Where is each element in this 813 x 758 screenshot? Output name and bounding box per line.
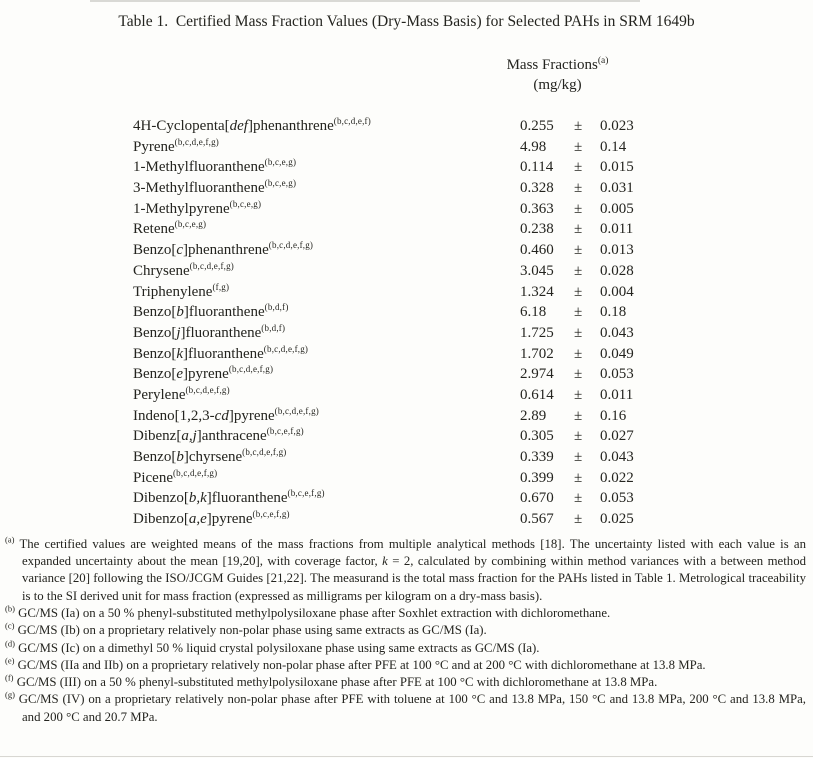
mass-fraction-value: 1.324 bbox=[520, 283, 554, 300]
mass-fraction-value: 0.670 bbox=[520, 490, 554, 507]
table-row bbox=[133, 219, 673, 240]
table-row bbox=[133, 302, 673, 323]
footnote bbox=[5, 605, 806, 622]
compound-name bbox=[133, 385, 520, 406]
mass-fraction-value: 0.567 bbox=[520, 511, 554, 528]
compound-name-part: 1-Methylfluoranthene bbox=[133, 159, 265, 176]
footnote-text: = 2, calculated by combining within method variances with a between method variance [20] following the ISO/JCGM Guides [21,22]. The measurand is the total mass fraction for the PAHs listed in Table 1. Metrological traceability is to the SI derived unit for mass fraction (expressed as milligrams per kilogram on a dry-mass basis). bbox=[22, 554, 806, 603]
compound-name bbox=[133, 178, 520, 199]
uncertainty-value: 0.14 bbox=[600, 138, 627, 155]
plus-minus-sign: ± bbox=[574, 366, 583, 383]
uncertainty-value: 0.049 bbox=[600, 345, 634, 362]
mass-fraction-value: 0.339 bbox=[520, 449, 554, 465]
footnote-text: GC/MS (Ic) on a dimethyl 50 % liquid crystal polysiloxane phase using same extracts as GC/MS (Ia). bbox=[18, 640, 540, 655]
uncertainty-value: 0.16 bbox=[600, 407, 627, 424]
plus-minus-sign: ± bbox=[574, 138, 583, 155]
compound-name-part: ]fluoranthene bbox=[183, 304, 265, 321]
compound-name-part: Retene bbox=[133, 221, 175, 238]
footnote bbox=[5, 691, 806, 726]
compound-name bbox=[133, 344, 520, 365]
plus-minus-sign: ± bbox=[574, 345, 583, 362]
uncertainty-value: 0.005 bbox=[600, 200, 634, 217]
footnote bbox=[5, 622, 806, 639]
compound-name-part: ]phenanthrene bbox=[183, 242, 269, 259]
table-row bbox=[133, 468, 673, 489]
method-footnote-refs: (b,c,e,g) bbox=[229, 198, 262, 209]
mass-fraction-value: 3.045 bbox=[520, 262, 554, 279]
plus-minus-sign: ± bbox=[574, 283, 583, 300]
compound-name-part: a,e bbox=[188, 511, 207, 528]
compound-name-part: Dibenz[ bbox=[133, 428, 182, 445]
plus-minus-sign: ± bbox=[574, 221, 583, 238]
method-footnote-refs: (b,c,d,e,f,g) bbox=[268, 240, 314, 251]
plus-minus-sign: ± bbox=[574, 118, 583, 134]
method-footnote-refs: (b,c,e,f,g) bbox=[252, 509, 290, 520]
footnote-marker: (f) bbox=[5, 672, 14, 683]
footnote-text: k bbox=[382, 554, 388, 569]
uncertainty-value: 0.013 bbox=[600, 242, 634, 259]
compound-name-part: b,k bbox=[188, 490, 207, 507]
method-footnote-refs: (b,d,f) bbox=[264, 302, 289, 313]
table-row bbox=[133, 385, 673, 406]
table-row bbox=[133, 344, 673, 365]
compound-name-part: Benzo[ bbox=[133, 324, 177, 341]
table-row bbox=[133, 178, 673, 199]
certified-values-table bbox=[133, 55, 673, 530]
footnote-text: GC/MS (Ia) on a 50 % phenyl-substituted methylpolysiloxane phase after Soxhlet extraction with dichloromethane. bbox=[18, 605, 611, 620]
compound-name-part: Benzo[ bbox=[133, 449, 177, 465]
compound-name-part: ]pyrene bbox=[228, 407, 275, 424]
compound-name-part: Dibenzo[ bbox=[133, 490, 189, 507]
plus-minus-sign: ± bbox=[574, 386, 583, 403]
mass-fractions-column-header bbox=[485, 55, 630, 95]
footnote bbox=[5, 657, 806, 674]
compound-name-part: a,j bbox=[181, 428, 197, 445]
mass-fraction-value: 0.305 bbox=[520, 428, 554, 445]
compound-name-part: ]fluoranthene bbox=[206, 490, 288, 507]
plus-minus-sign: ± bbox=[574, 469, 583, 486]
compound-name-part: ]pyrene bbox=[206, 511, 253, 528]
scan-artifact-top bbox=[90, 0, 640, 2]
compound-name-part: Picene bbox=[133, 469, 173, 486]
uncertainty-value: 0.031 bbox=[600, 180, 634, 197]
footnote-marker: (a) bbox=[5, 534, 15, 545]
compound-name-part: j bbox=[176, 324, 181, 341]
method-footnote-refs: (b,d,f) bbox=[261, 322, 286, 333]
compound-name-part: def bbox=[229, 118, 248, 134]
footnote-marker: (b) bbox=[5, 603, 15, 614]
mass-fraction-value: 0.460 bbox=[520, 242, 554, 259]
table-row bbox=[133, 240, 673, 261]
mass-fraction-value: 4.98 bbox=[520, 138, 547, 155]
column-header-label bbox=[485, 55, 630, 75]
mass-fraction-value: 0.614 bbox=[520, 386, 554, 403]
uncertainty-value: 0.053 bbox=[600, 490, 634, 507]
compound-name-part: c bbox=[176, 242, 183, 259]
plus-minus-sign: ± bbox=[574, 200, 583, 217]
table-row bbox=[133, 137, 673, 158]
compound-name-part: 3-Methylfluoranthene bbox=[133, 180, 265, 197]
column-header-text: Mass Fractions bbox=[506, 57, 598, 73]
footnote-text: The certified values are weighted means of the mass fractions from multiple analytical methods [18]. The uncertainty listed with each value is an expanded uncertainty about the mean [19,20], with coverage factor, bbox=[19, 536, 807, 569]
method-footnote-refs: (b,c,e,g) bbox=[264, 157, 297, 168]
compound-name bbox=[133, 488, 520, 509]
method-footnote-refs: (b,c,e,g) bbox=[264, 178, 297, 189]
footnote bbox=[5, 536, 806, 605]
uncertainty-value: 0.011 bbox=[600, 386, 634, 403]
compound-name bbox=[133, 157, 520, 178]
compound-name bbox=[133, 240, 520, 261]
table-row bbox=[133, 406, 673, 427]
plus-minus-sign: ± bbox=[574, 407, 583, 424]
compound-name bbox=[133, 261, 520, 282]
compound-name-part: Benzo[ bbox=[133, 242, 177, 259]
compound-name-part: b bbox=[176, 304, 184, 321]
compound-name bbox=[133, 447, 520, 468]
plus-minus-sign: ± bbox=[574, 262, 583, 279]
plus-minus-sign: ± bbox=[574, 490, 583, 507]
compound-name-part: Benzo[ bbox=[133, 304, 177, 321]
table-row bbox=[133, 261, 673, 282]
compound-name-part: Benzo[ bbox=[133, 366, 177, 383]
compound-name-part: 1-Methylpyrene bbox=[133, 200, 230, 217]
method-footnote-refs: (b,c,d,e,f,g) bbox=[172, 467, 218, 478]
plus-minus-sign: ± bbox=[574, 428, 583, 445]
table-row bbox=[133, 323, 673, 344]
compound-name-part: Benzo[ bbox=[133, 345, 177, 362]
uncertainty-value: 0.028 bbox=[600, 262, 634, 279]
table-row bbox=[133, 509, 673, 530]
method-footnote-refs: (b,c,d,e,f,g) bbox=[185, 384, 230, 395]
method-footnote-refs: (b,c,d,e,f,g) bbox=[263, 343, 309, 354]
mass-fraction-value: 6.18 bbox=[520, 304, 547, 321]
uncertainty-value: 0.053 bbox=[600, 366, 634, 383]
footnote-text: GC/MS (III) on a 50 % phenyl-substituted methylpolysiloxane phase after PFE at 100 °C with dichloromethane at 13.8 MPa. bbox=[16, 675, 658, 690]
method-footnote-refs: (b,c,d,e,f,g) bbox=[189, 260, 234, 271]
plus-minus-sign: ± bbox=[574, 511, 583, 528]
table-row bbox=[133, 364, 673, 385]
compound-name-part: e bbox=[176, 366, 183, 383]
mass-fraction-value: 0.363 bbox=[520, 200, 554, 217]
compound-name-part: Dibenzo[ bbox=[133, 511, 189, 528]
compound-name-part: k bbox=[176, 345, 183, 362]
method-footnote-refs: (b,c,d,e,f,g) bbox=[174, 136, 219, 147]
compound-name bbox=[133, 199, 520, 220]
plus-minus-sign: ± bbox=[574, 159, 583, 176]
compound-name-part: ]anthracene bbox=[196, 428, 267, 445]
compound-name-part: Chrysene bbox=[133, 262, 190, 279]
compound-name-part: Perylene bbox=[133, 386, 186, 403]
table-row bbox=[133, 488, 673, 509]
plus-minus-sign: ± bbox=[574, 324, 583, 341]
method-footnote-refs: (b,c,d,e,f) bbox=[333, 116, 371, 126]
mass-fraction-value: 2.974 bbox=[520, 366, 554, 383]
footnote-marker: (g) bbox=[5, 690, 15, 701]
table-row bbox=[133, 116, 673, 137]
mass-fraction-value: 0.114 bbox=[520, 159, 554, 176]
compound-name-part: ]pyrene bbox=[183, 366, 229, 383]
method-footnote-refs: (b,c,e,f,g) bbox=[266, 426, 304, 437]
compound-name bbox=[133, 406, 520, 427]
uncertainty-value: 0.004 bbox=[600, 283, 634, 300]
footnote bbox=[5, 674, 806, 691]
compound-name-part: Indeno[1,2,3- bbox=[133, 407, 215, 424]
compound-name bbox=[133, 137, 520, 158]
method-footnote-refs: (b,c,e,f,g) bbox=[287, 488, 325, 499]
plus-minus-sign: ± bbox=[574, 180, 583, 197]
method-footnote-refs: (b,c,d,e,f,g) bbox=[242, 447, 287, 457]
mass-fraction-value: 2.89 bbox=[520, 407, 547, 424]
uncertainty-value: 0.022 bbox=[600, 469, 634, 486]
compound-name-part: ]chyrsene bbox=[183, 449, 243, 465]
compound-name-part: cd bbox=[214, 407, 229, 424]
mass-fraction-value: 0.238 bbox=[520, 221, 554, 238]
footnote-marker: (e) bbox=[5, 655, 15, 666]
uncertainty-value: 0.043 bbox=[600, 449, 634, 465]
compound-name-part: ]fluoranthene bbox=[183, 345, 264, 362]
uncertainty-value: 0.023 bbox=[600, 118, 634, 134]
mass-fraction-value: 0.328 bbox=[520, 180, 554, 197]
footnote-marker: (c) bbox=[5, 620, 15, 631]
uncertainty-value: 0.027 bbox=[600, 428, 634, 445]
compound-name bbox=[133, 426, 520, 447]
footnote-text: GC/MS (IV) on a proprietary relatively non-polar phase after PFE with toluene at 100 °C and 13.8 MPa, 150 °C and 13.8 MPa, 200 °C and 13.8 MPa, and 200 °C and 20.7 MPa. bbox=[18, 692, 806, 724]
mass-fraction-value: 1.702 bbox=[520, 345, 554, 362]
compound-name-part: b bbox=[176, 449, 184, 465]
compound-name bbox=[133, 116, 520, 137]
compound-name-part: Triphenylene bbox=[133, 283, 213, 300]
compound-name-part: Pyrene bbox=[133, 138, 175, 155]
footnote-text: GC/MS (IIa and IIb) on a proprietary relatively non-polar phase after PFE at 100 °C and at 200 °C with dichloromethane at 13.8 MPa. bbox=[17, 657, 706, 672]
method-footnote-refs: (f,g) bbox=[212, 281, 230, 292]
compound-name bbox=[133, 509, 520, 530]
uncertainty-value: 0.011 bbox=[600, 221, 634, 238]
footnote-marker: (d) bbox=[5, 638, 15, 649]
table-title: Table 1. Certified Mass Fraction Values (Dry-Mass Basis) for Selected PAHs in SRM 1649b bbox=[118, 13, 695, 30]
plus-minus-sign: ± bbox=[574, 304, 583, 321]
compound-name-part: ]fluoranthene bbox=[180, 324, 262, 341]
mass-fraction-value: 0.399 bbox=[520, 469, 554, 486]
compound-name bbox=[133, 323, 520, 344]
method-footnote-refs: (b,c,e,g) bbox=[174, 219, 207, 230]
column-header-unit: (mg/kg) bbox=[533, 77, 582, 93]
method-footnote-refs: (b,c,d,e,f,g) bbox=[228, 364, 274, 375]
uncertainty-value: 0.18 bbox=[600, 304, 627, 321]
compound-name bbox=[133, 219, 520, 240]
compound-name bbox=[133, 364, 520, 385]
uncertainty-value: 0.015 bbox=[600, 159, 634, 176]
footnote bbox=[5, 640, 806, 657]
table-row bbox=[133, 426, 673, 447]
mass-fraction-value: 1.725 bbox=[520, 324, 554, 341]
compound-name bbox=[133, 282, 520, 303]
scan-artifact-bottom bbox=[0, 756, 813, 757]
column-header-footnote-ref: (a) bbox=[597, 56, 609, 66]
method-footnote-refs: (b,c,d,e,f,g) bbox=[274, 405, 319, 416]
uncertainty-value: 0.025 bbox=[600, 511, 634, 528]
compound-name bbox=[133, 468, 520, 489]
footnote-text: GC/MS (Ib) on a proprietary relatively non-polar phase using same extracts as GC/MS (Ia). bbox=[17, 623, 487, 638]
table-row bbox=[133, 199, 673, 220]
compound-name-part: 4H-Cyclopenta[ bbox=[133, 118, 230, 134]
uncertainty-value: 0.043 bbox=[600, 324, 634, 341]
table-row bbox=[133, 157, 673, 178]
table-row bbox=[133, 282, 673, 303]
table-rows bbox=[133, 116, 673, 530]
plus-minus-sign: ± bbox=[574, 242, 583, 259]
compound-name-part: ]phenanthrene bbox=[247, 118, 334, 134]
plus-minus-sign: ± bbox=[574, 449, 583, 465]
compound-name bbox=[133, 302, 520, 323]
footnotes-section bbox=[5, 536, 806, 726]
table-row bbox=[133, 447, 673, 468]
mass-fraction-value: 0.255 bbox=[520, 118, 554, 134]
